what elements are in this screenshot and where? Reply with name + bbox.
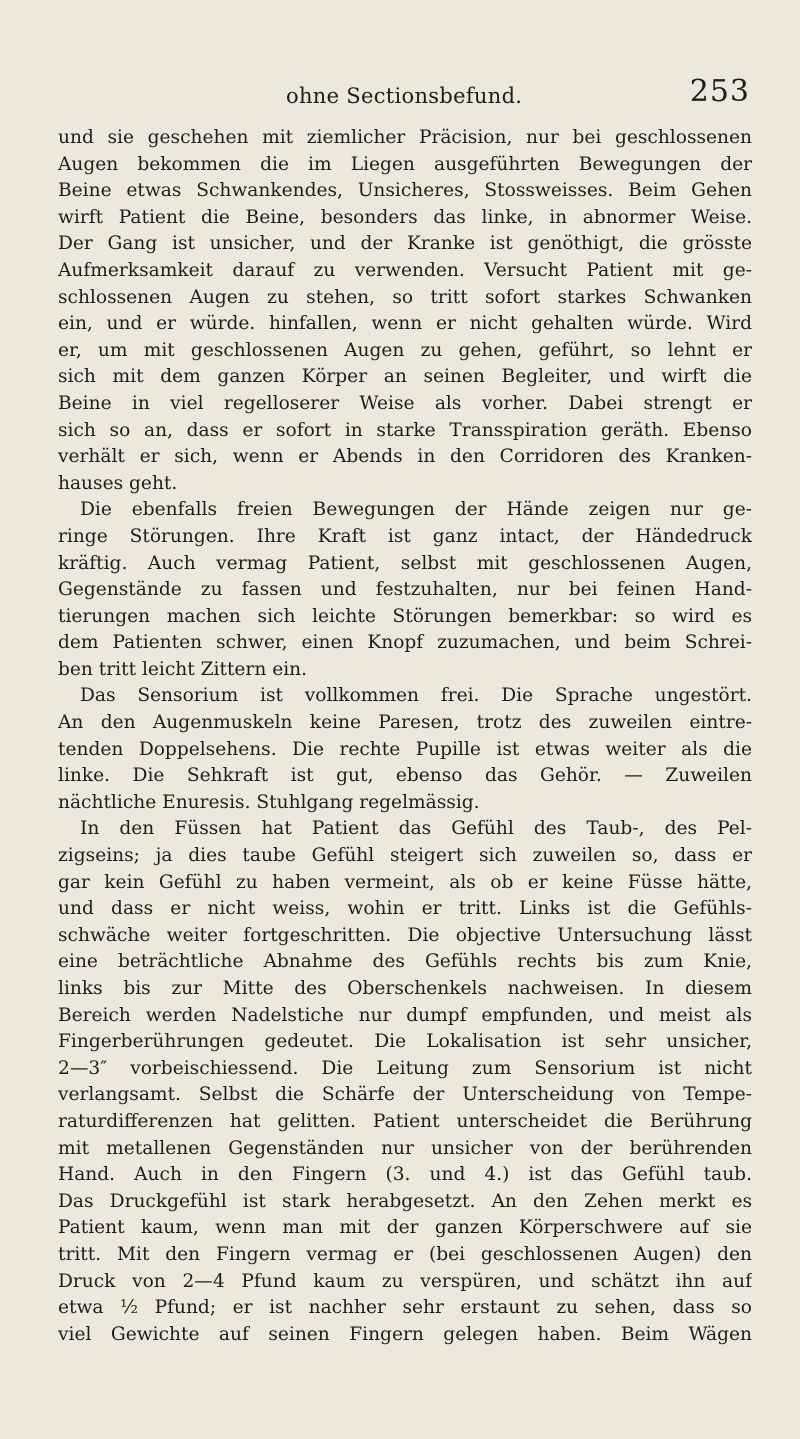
text-line: Fingerberührungen gedeutet. Die Lokalisation ist sehr unsicher,	[58, 1031, 752, 1053]
text-line: schwäche weiter fortgeschritten. Die objective Untersuchung lässt	[58, 924, 752, 946]
page-number: 253	[689, 74, 750, 109]
text-line: tritt. Mit den Fingern vermag er (bei geschlossenen Augen) den	[58, 1243, 752, 1265]
text-line: Hand. Auch in den Fingern (3. und 4.) ist das Gefühl taub.	[58, 1164, 752, 1186]
text-line: Die ebenfalls freien Bewegungen der Hände zeigen nur ge-	[80, 499, 752, 521]
text-line: hauses geht.	[58, 472, 178, 494]
text-line: Beine etwas Schwankendes, Unsicheres, Stossweisses. Beim Gehen	[58, 180, 752, 202]
text-line: sich mit dem ganzen Körper an seinen Begleiter, und wirft die	[58, 366, 752, 388]
text-line: gar kein Gefühl zu haben vermeint, als ob er keine Füsse hätte,	[58, 871, 752, 893]
text-line: Der Gang ist unsicher, und der Kranke ist genöthigt, die grösste	[58, 233, 752, 255]
text-line: ringe Störungen. Ihre Kraft ist ganz intact, der Händedruck	[58, 525, 752, 547]
text-line: schlossenen Augen zu stehen, so tritt sofort starkes Schwanken	[58, 286, 752, 308]
text-line: Gegenstände zu fassen und festzuhalten, nur bei feinen Hand-	[58, 579, 752, 601]
text-line: verlangsamt. Selbst die Schärfe der Unterscheidung von Tempe-	[58, 1084, 752, 1106]
text-line: nächtliche Enuresis. Stuhlgang regelmässig.	[58, 791, 480, 813]
text-line: viel Gewichte auf seinen Fingern gelegen haben. Beim Wägen	[58, 1323, 752, 1345]
text-line: und dass er nicht weiss, wohin er tritt. Links ist die Gefühls-	[58, 898, 752, 920]
text-line: linke. Die Sehkraft ist gut, ebenso das Gehör. — Zuweilen	[58, 765, 752, 787]
text-line: An den Augenmuskeln keine Paresen, trotz des zuweilen eintre-	[58, 712, 752, 734]
text-line: sich so an, dass er sofort in starke Transspiration geräth. Ebenso	[58, 419, 752, 441]
text-line: mit metallenen Gegenständen nur unsicher von der berührenden	[58, 1137, 752, 1159]
text-line: tierungen machen sich leichte Störungen bemerkbar: so wird es	[58, 605, 752, 627]
text-line: ben tritt leicht Zittern ein.	[58, 658, 308, 680]
page-header	[58, 74, 750, 120]
text-line: etwa ½ Pfund; er ist nachher sehr erstaunt zu sehen, dass so	[58, 1297, 752, 1319]
text-line: kräftig. Auch vermag Patient, selbst mit geschlossenen Augen,	[58, 552, 752, 574]
running-head: ohne Sectionsbefund.	[286, 84, 523, 108]
text-line: Augen bekommen die im Liegen ausgeführten Bewegungen der	[58, 153, 752, 175]
text-line: eine beträchtliche Abnahme des Gefühls rechts bis zum Knie,	[58, 951, 752, 973]
text-line: zigseins; ja dies taube Gefühl steigert sich zuweilen so, dass er	[58, 845, 752, 867]
text-line: ein, und er würde. hinfallen, wenn er nicht gehalten würde. Wird	[58, 313, 752, 335]
text-line: Das Druckgefühl ist stark herabgesetzt. An den Zehen merkt es	[58, 1190, 752, 1212]
text-line: tenden Doppelsehens. Die rechte Pupille ist etwas weiter als die	[58, 738, 752, 760]
text-line: Druck von 2—4 Pfund kaum zu verspüren, und schätzt ihn auf	[58, 1270, 752, 1292]
text-line: 2—3″ vorbeischiessend. Die Leitung zum Sensorium ist nicht	[58, 1057, 752, 1079]
text-line: wirft Patient die Beine, besonders das linke, in abnormer Weise.	[58, 206, 752, 228]
text-line: raturdifferenzen hat gelitten. Patient unterscheidet die Berührung	[58, 1110, 752, 1132]
text-line: Bereich werden Nadelstiche nur dumpf empfunden, und meist als	[58, 1004, 752, 1026]
text-line: In den Füssen hat Patient das Gefühl des Taub-, des Pel-	[80, 818, 752, 840]
text-line: und sie geschehen mit ziemlicher Präcision, nur bei geschlossenen	[58, 127, 752, 148]
text-line: Beine in viel regelloserer Weise als vorher. Dabei strengt er	[58, 392, 752, 414]
text-line: links bis zur Mitte des Oberschenkels nachweisen. In diesem	[58, 978, 752, 999]
text-line: dem Patienten schwer, einen Knopf zuzumachen, und beim Schrei-	[58, 632, 752, 654]
body-text	[58, 125, 752, 1348]
text-line: Aufmerksamkeit darauf zu verwenden. Versucht Patient mit ge-	[58, 259, 752, 281]
text-line: Das Sensorium ist vollkommen frei. Die Sprache ungestört.	[80, 685, 752, 707]
text-line: er, um mit geschlossenen Augen zu gehen, geführt, so lehnt er	[58, 339, 752, 361]
text-line: Patient kaum, wenn man mit der ganzen Körperschwere auf sie	[58, 1217, 752, 1239]
text-line: verhält er sich, wenn er Abends in den Corridoren des Kranken-	[58, 446, 752, 468]
